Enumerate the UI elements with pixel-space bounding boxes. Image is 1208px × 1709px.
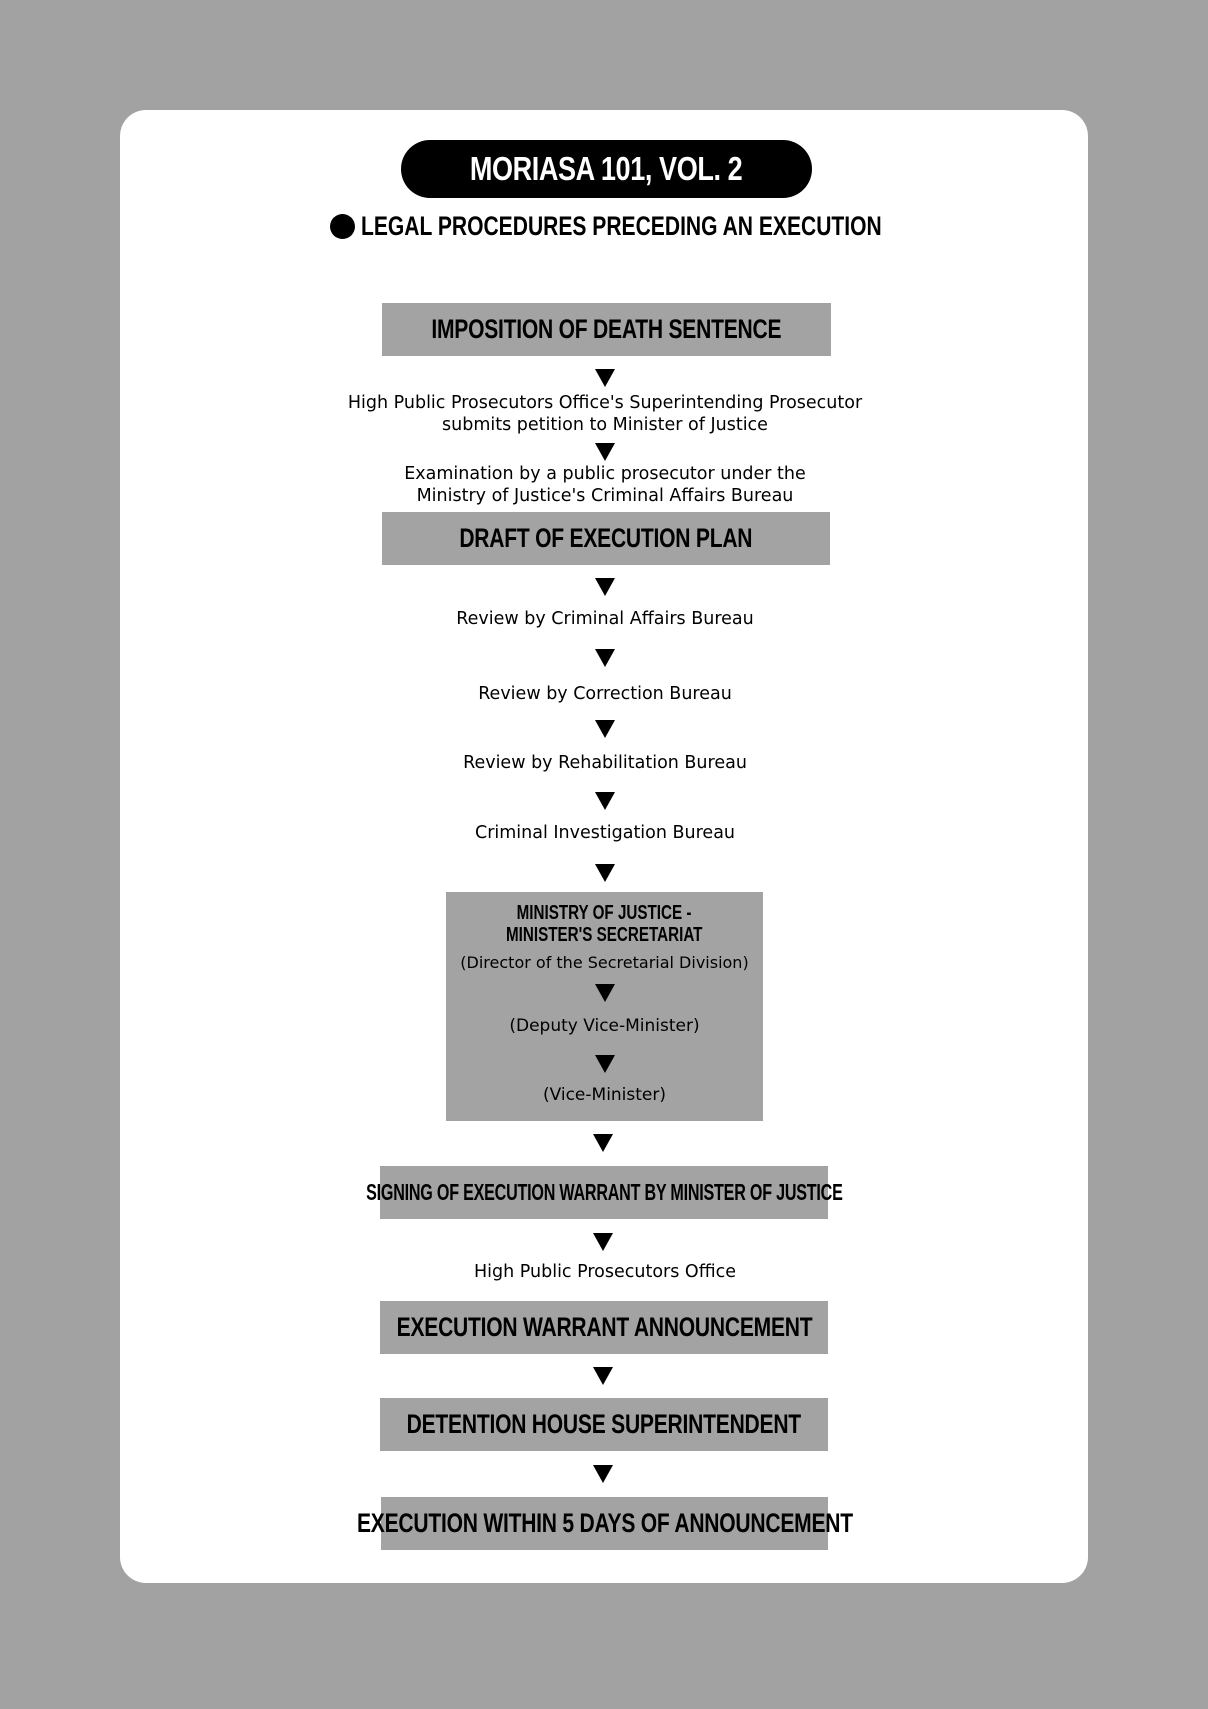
- down-arrow-icon: [595, 792, 615, 810]
- step-box-execution-plan: [382, 512, 830, 565]
- flow-note-line: High Public Prosecutors Office's Superintending Prosecutor: [347, 393, 863, 413]
- step-box-label: SIGNING OF EXECUTION WARRANT BY MINISTER OF JUSTICE: [365, 1179, 843, 1205]
- down-arrow-icon: [595, 443, 615, 461]
- flow-note-examination: [200, 463, 1010, 507]
- flow-note-line: Review by Criminal Affairs Bureau: [456, 609, 754, 629]
- ministry-heading-line: MINISTRY OF JUSTICE -: [517, 902, 692, 924]
- flow-note-petition: [200, 392, 1010, 436]
- flow-note-line: submits petition to Minister of Justice: [442, 415, 768, 435]
- down-arrow-icon: [593, 1465, 613, 1483]
- step-box-execution-within-5-days: [356, 1497, 853, 1550]
- flow-note-prosecutors-office: [200, 1261, 1010, 1283]
- down-arrow-icon: [595, 720, 615, 738]
- bullet-dot-icon: [330, 214, 355, 239]
- ministry-role-deputy-vice-minister: (Deputy Vice-Minister): [509, 1016, 700, 1036]
- step-box-label: EXECUTION WITHIN 5 DAYS OF ANNOUNCEMENT: [356, 1508, 853, 1538]
- down-arrow-icon: [595, 984, 615, 1002]
- section-subtitle: [360, 208, 882, 244]
- flow-note-criminal-investigation: [200, 822, 1010, 844]
- down-arrow-icon: [593, 1233, 613, 1251]
- flow-note-criminal-affairs: [200, 608, 1010, 630]
- ministry-heading: [446, 902, 763, 946]
- ministry-heading-line: MINISTER'S SECRETARIAT: [506, 924, 703, 946]
- down-arrow-icon: [595, 1055, 615, 1073]
- down-arrow-icon: [595, 864, 615, 882]
- down-arrow-icon: [595, 578, 615, 596]
- step-box-death-sentence: [382, 303, 831, 356]
- step-box-warrant-signing: [365, 1166, 843, 1219]
- step-box-detention-superintendent: [380, 1398, 828, 1451]
- section-subtitle-text: LEGAL PROCEDURES PRECEDING AN EXECUTION: [360, 210, 882, 241]
- ministry-secretariat-box: [446, 892, 763, 1121]
- step-box-label: DETENTION HOUSE SUPERINTENDENT: [406, 1409, 802, 1439]
- down-arrow-icon: [595, 649, 615, 667]
- step-box-warrant-announcement: [380, 1301, 828, 1354]
- flow-note-line: Criminal Investigation Bureau: [474, 823, 736, 843]
- step-box-label: DRAFT OF EXECUTION PLAN: [459, 523, 753, 553]
- flow-note-line: Ministry of Justice's Criminal Affairs Bureau: [416, 486, 794, 506]
- down-arrow-icon: [595, 369, 615, 387]
- flow-note-line: High Public Prosecutors Office: [473, 1262, 737, 1282]
- flow-note-correction: [200, 683, 1010, 705]
- flow-note-line: Review by Rehabilitation Bureau: [463, 753, 747, 773]
- step-box-label: IMPOSITION OF DEATH SENTENCE: [431, 314, 782, 344]
- flow-note-rehabilitation: [200, 752, 1010, 774]
- flow-note-line: Examination by a public prosecutor under the: [404, 464, 806, 484]
- ministry-role-director: (Director of the Secretarial Division): [460, 953, 749, 972]
- down-arrow-icon: [593, 1134, 613, 1152]
- flow-note-line: Review by Correction Bureau: [478, 684, 732, 704]
- page-title: [401, 140, 812, 198]
- down-arrow-icon: [593, 1367, 613, 1385]
- step-box-label: EXECUTION WARRANT ANNOUNCEMENT: [396, 1312, 812, 1342]
- page-title-text: MORIASA 101, VOL. 2: [470, 150, 743, 187]
- ministry-role-vice-minister: (Vice-Minister): [542, 1085, 667, 1105]
